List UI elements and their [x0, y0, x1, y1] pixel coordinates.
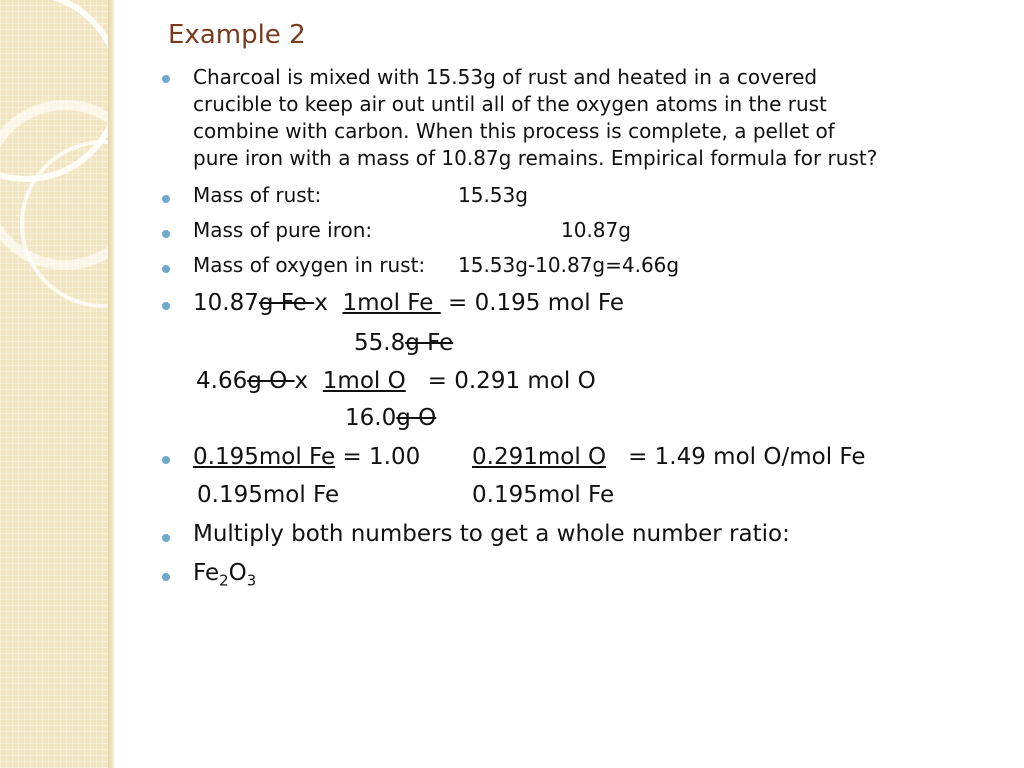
o-molar-mass: 16.0: [345, 405, 397, 431]
o-factor-denominator: [345, 405, 436, 431]
intro-line: pure iron with a mass of 10.87g remains. Empirical formula for rust?: [193, 146, 878, 170]
mass-iron-label: Mass of pure iron:: [193, 218, 373, 242]
formula-o: O: [228, 560, 247, 586]
o-mass-unit-cancelled: g O: [247, 368, 295, 394]
mass-rust-label: Mass of rust:: [193, 183, 322, 207]
fe-mol-result: = 0.195 mol Fe: [448, 290, 625, 316]
fe-factor-denominator: [354, 330, 453, 356]
empirical-formula: [193, 560, 256, 590]
mass-iron-value: 10.87g: [561, 218, 631, 242]
o-mol-result: = 0.291 mol O: [427, 368, 596, 394]
bullet-icon: [162, 230, 170, 238]
o-ratio-denominator: 0.195mol Fe: [472, 482, 615, 508]
mass-rust-value: 15.53g: [458, 183, 528, 207]
o-molar-mass-unit-cancelled: g O: [396, 405, 437, 431]
intro-line: crucible to keep air out until all of the oxygen atoms in the rust: [193, 92, 827, 116]
mass-oxygen-value: 15.53g-10.87g=4.66g: [458, 253, 680, 277]
times-sign: x: [294, 368, 309, 394]
fe-factor-numerator: 1mol Fe: [342, 290, 441, 316]
o-factor-numerator: 1mol O: [322, 368, 406, 394]
panel-edge: [108, 0, 114, 768]
bullet-icon: [162, 75, 170, 83]
fe-ratio-numerator: 0.195mol Fe: [193, 444, 336, 470]
slide-title: Example 2: [168, 20, 306, 50]
fe-ratio-denominator: 0.195mol Fe: [197, 482, 340, 508]
formula-o-subscript: 3: [246, 571, 257, 590]
side-decoration-panel: [0, 0, 114, 768]
intro-line: Charcoal is mixed with 15.53g of rust and heated in a covered: [193, 65, 818, 89]
o-conversion-line: [196, 368, 596, 394]
fe-ratio-numerator-line: [193, 444, 420, 470]
multiply-instruction: Multiply both numbers to get a whole number ratio:: [193, 521, 790, 547]
bullet-icon: [162, 534, 170, 542]
fe-mass-unit-cancelled: g Fe: [258, 290, 315, 316]
bullet-icon: [162, 302, 170, 310]
fe-mass-number: 10.87: [193, 290, 259, 316]
bullet-icon: [162, 195, 170, 203]
fe-molar-mass: 55.8: [354, 330, 406, 356]
intro-line: combine with carbon. When this process is complete, a pellet of: [193, 119, 835, 143]
o-ratio-numerator-line: [472, 444, 866, 470]
o-ratio-result: = 1.49 mol O/mol Fe: [628, 444, 866, 470]
mass-oxygen-label: Mass of oxygen in rust:: [193, 253, 426, 277]
bullet-icon: [162, 456, 170, 464]
fe-molar-mass-unit-cancelled: g Fe: [405, 330, 454, 356]
bullet-icon: [162, 265, 170, 273]
o-mass-number: 4.66: [196, 368, 248, 394]
formula-fe-subscript: 2: [219, 571, 229, 590]
formula-fe: Fe: [193, 560, 220, 586]
fe-ratio-result: = 1.00: [342, 444, 421, 470]
bullet-icon: [162, 573, 170, 581]
times-sign: x: [314, 290, 328, 316]
o-ratio-numerator: 0.291mol O: [472, 444, 607, 470]
fe-conversion-line: [193, 290, 624, 316]
